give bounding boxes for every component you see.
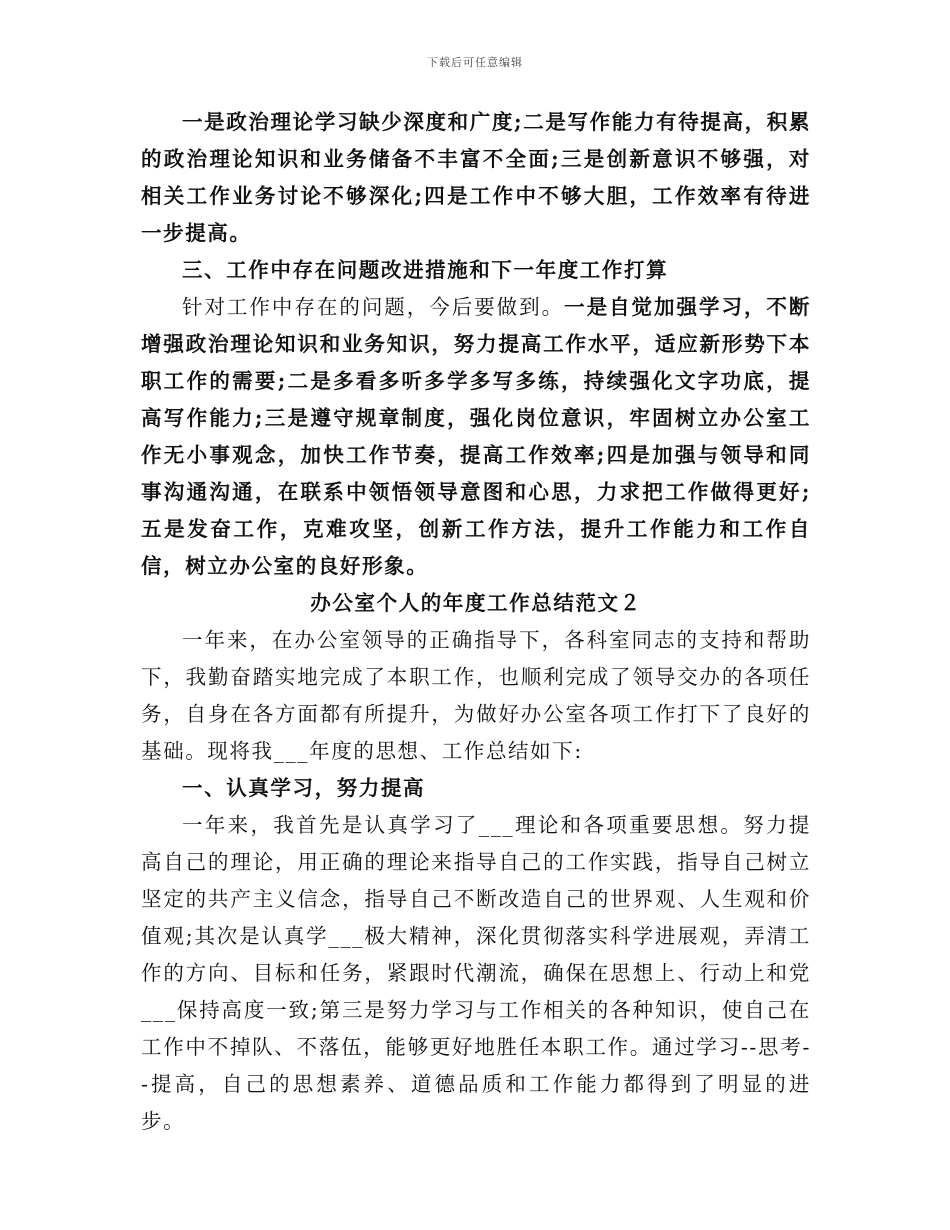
page-header: 下载后可任意编辑 <box>427 56 523 69</box>
section-heading-3: 三、工作中存在问题改进措施和下一年度工作打算 <box>182 258 669 282</box>
document-body <box>141 104 811 1140</box>
article-title: 办公室个人的年度工作总结范文２ <box>310 591 642 615</box>
paragraph-study: 一年来，我首先是认真学习了___理论和各项重要思想。努力提高自己的理论，用正确的理论来指导自己的工作实践，指导自己树立坚定的共产主义信念，指导自己不断改造自己的世界观、人生观和价值观;其次是认真学___极大精神，深化贯彻落实科学进展观，弄清工作的方向、目标和任务，紧跟时代潮流，确保在思想上、行动上和党___保持高度一致;第三是努力学习与工作相关的各种知识，使自己在工作中不掉队、不落伍，能够更好地胜任本职工作。通过学习--思考--提高，自己的思想素养、道德品质和工作能力都得到了明显的进步。 <box>141 813 811 1133</box>
paragraph-intro: 一年来，在办公室领导的正确指导下，各科室同志的支持和帮助下，我勤奋踏实地完成了本职工作，也顺利完成了领导交办的各项任务，自身在各方面都有所提升，为做好办公室各项工作打下了良好的基础。现将我___年度的思想、工作总结如下: <box>141 628 811 763</box>
paragraph-improvements-lead: 针对工作中存在的问题，今后要做到。 <box>182 295 565 319</box>
paragraph-problems: 一是政治理论学习缺少深度和广度;二是写作能力有待提高，积累的政治理论知识和业务储备不丰富不全面;三是创新意识不够强，对相关工作业务讨论不够深化;四是工作中不够大胆，工作效率有待进一步提高。 <box>141 110 811 245</box>
section-heading-1: 一、认真学习，努力提高 <box>182 776 426 800</box>
paragraph-improvements-body: 一是自觉加强学习，不断增强政治理论知识和业务知识，努力提高工作水平，适应新形势下本职工作的需要;二是多看多听多学多写多练，持续强化文字功底，提高写作能力;三是遵守规章制度，强化岗位意识，牢固树立办公室工作无小事观念，加快工作节奏，提高工作效率;四是加强与领导和同事沟通沟通，在联系中领悟领导意图和心思，力求把工作做得更好;五是发奋工作，克难攻坚，创新工作方法，提升工作能力和工作自信，树立办公室的良好形象。 <box>141 295 811 578</box>
paragraph-improvements <box>141 289 811 585</box>
